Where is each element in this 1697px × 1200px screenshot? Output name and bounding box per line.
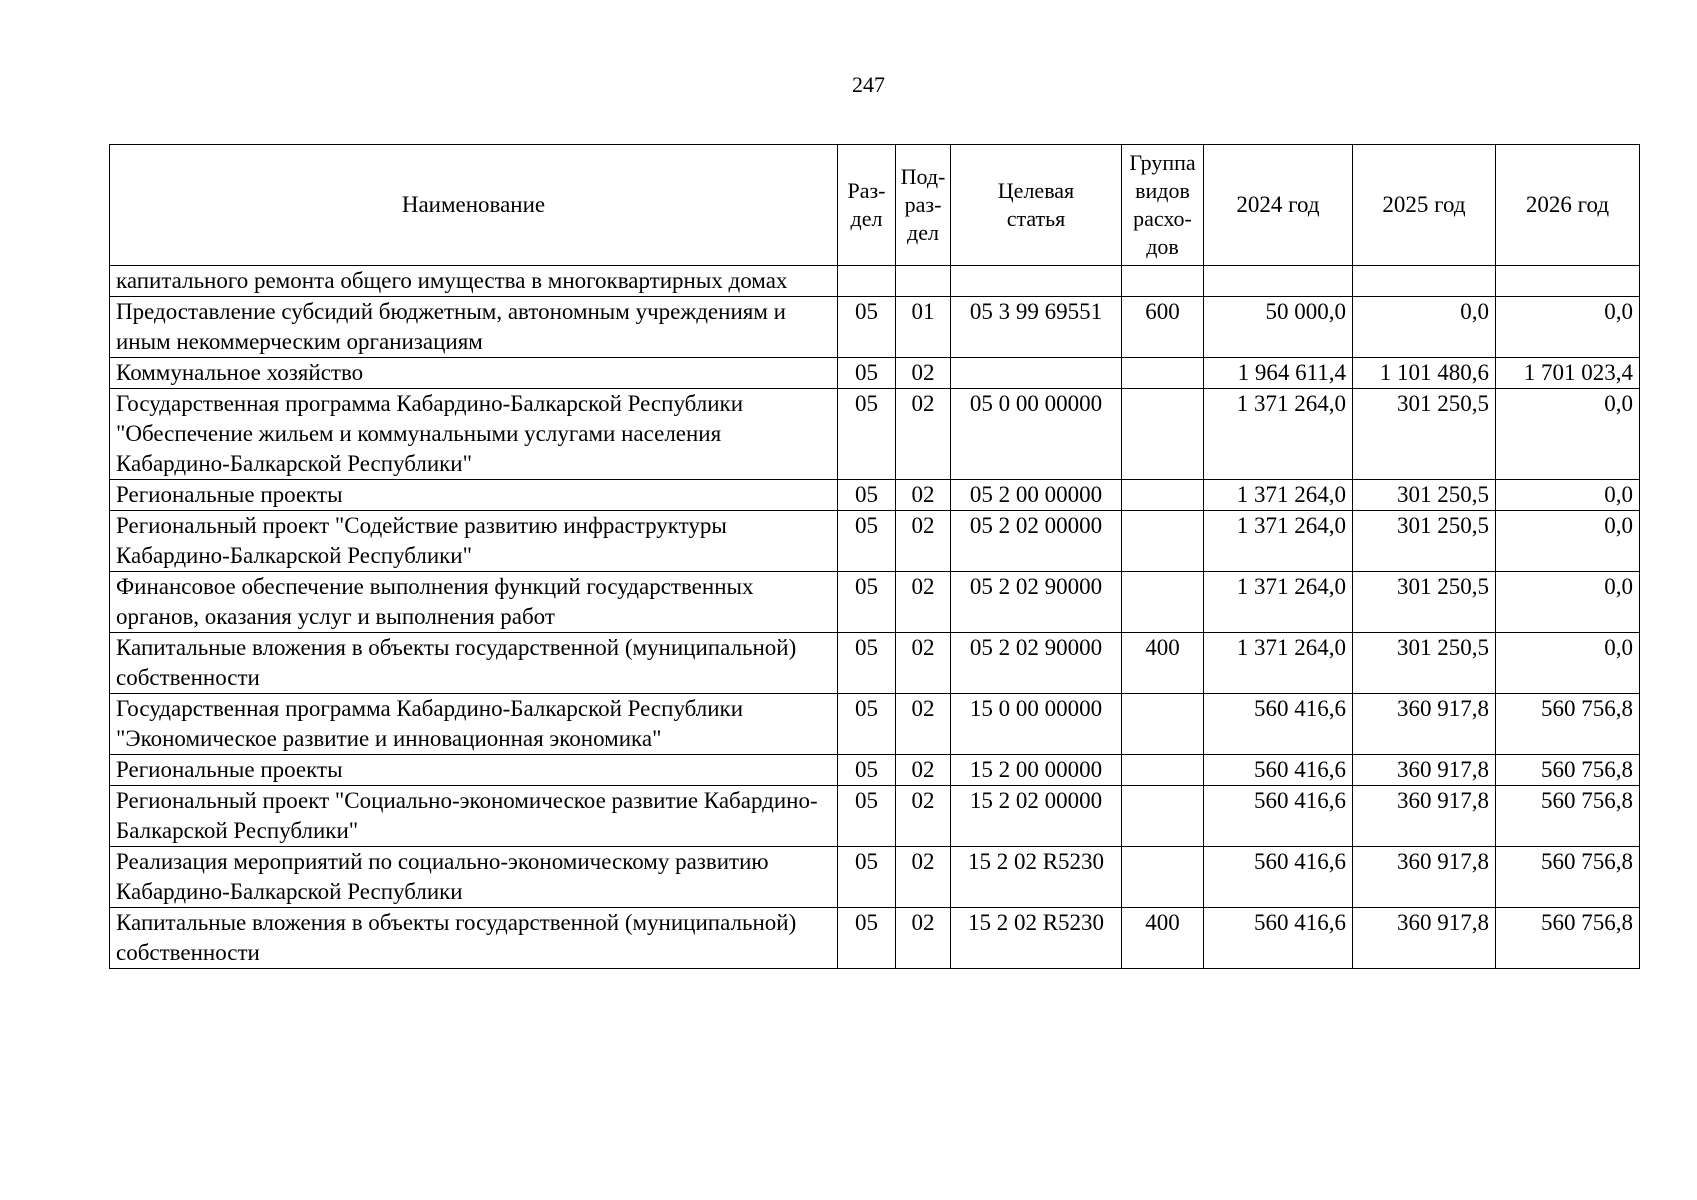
table-row (110, 358, 1640, 389)
cell-name: Финансовое обеспечение выполнения функций государственных органов, оказания услуг и выполнения работ (110, 572, 838, 633)
table-row (110, 633, 1640, 694)
cell-y2025: 360 917,8 (1353, 786, 1496, 847)
cell-y2024: 560 416,6 (1204, 694, 1353, 755)
cell-y2024: 560 416,6 (1204, 908, 1353, 969)
table-row (110, 694, 1640, 755)
header-2024: 2024 год (1204, 145, 1353, 266)
cell-y2025: 301 250,5 (1353, 480, 1496, 511)
cell-razdel: 05 (838, 755, 896, 786)
cell-y2026: 0,0 (1496, 633, 1640, 694)
cell-target (951, 358, 1122, 389)
cell-target (951, 266, 1122, 297)
cell-razdel: 05 (838, 908, 896, 969)
cell-podrazdel: 02 (896, 572, 951, 633)
cell-group: 400 (1122, 908, 1204, 969)
cell-group (1122, 755, 1204, 786)
cell-y2024: 1 371 264,0 (1204, 572, 1353, 633)
cell-name: Региональный проект "Содействие развитию инфраструктуры Кабардино-Балкарской Республики" (110, 511, 838, 572)
table-row (110, 480, 1640, 511)
cell-group: 400 (1122, 633, 1204, 694)
cell-y2026: 1 701 023,4 (1496, 358, 1640, 389)
cell-y2025: 301 250,5 (1353, 633, 1496, 694)
cell-y2026: 0,0 (1496, 511, 1640, 572)
cell-podrazdel: 02 (896, 847, 951, 908)
cell-name: Предоставление субсидий бюджетным, автономным учреждениям и иным некоммерческим организациям (110, 297, 838, 358)
cell-y2024: 560 416,6 (1204, 786, 1353, 847)
cell-group (1122, 511, 1204, 572)
cell-razdel: 05 (838, 633, 896, 694)
cell-target: 05 2 00 00000 (951, 480, 1122, 511)
cell-target: 15 2 02 R5230 (951, 847, 1122, 908)
cell-y2026: 0,0 (1496, 389, 1640, 480)
cell-podrazdel: 02 (896, 786, 951, 847)
cell-razdel: 05 (838, 358, 896, 389)
cell-razdel: 05 (838, 847, 896, 908)
cell-razdel (838, 266, 896, 297)
page-number: 247 (852, 72, 885, 97)
cell-target: 05 3 99 69551 (951, 297, 1122, 358)
cell-group: 600 (1122, 297, 1204, 358)
cell-name: капитального ремонта общего имущества в многоквартирных домах (110, 266, 838, 297)
cell-y2026 (1496, 266, 1640, 297)
table-header-row (110, 145, 1640, 266)
cell-y2024: 1 371 264,0 (1204, 389, 1353, 480)
header-group (1122, 145, 1204, 266)
table-row (110, 572, 1640, 633)
cell-y2025: 301 250,5 (1353, 511, 1496, 572)
cell-group (1122, 694, 1204, 755)
cell-name: Государственная программа Кабардино-Балкарской Республики "Обеспечение жильем и коммунальными услугами населения Кабардино-Балкарской Республики" (110, 389, 838, 480)
cell-razdel: 05 (838, 511, 896, 572)
table-row (110, 786, 1640, 847)
cell-y2025: 301 250,5 (1353, 389, 1496, 480)
cell-podrazdel: 02 (896, 358, 951, 389)
table-row (110, 266, 1640, 297)
cell-group (1122, 266, 1204, 297)
cell-razdel: 05 (838, 480, 896, 511)
cell-y2025: 360 917,8 (1353, 908, 1496, 969)
cell-podrazdel: 02 (896, 389, 951, 480)
cell-target: 05 2 02 90000 (951, 572, 1122, 633)
cell-group (1122, 358, 1204, 389)
table-row (110, 847, 1640, 908)
cell-y2025 (1353, 266, 1496, 297)
cell-target: 15 2 00 00000 (951, 755, 1122, 786)
cell-podrazdel: 02 (896, 694, 951, 755)
cell-y2024: 560 416,6 (1204, 755, 1353, 786)
cell-y2024: 1 371 264,0 (1204, 633, 1353, 694)
cell-y2025: 1 101 480,6 (1353, 358, 1496, 389)
cell-y2026: 0,0 (1496, 480, 1640, 511)
cell-name: Реализация мероприятий по социально-экономическому развитию Кабардино-Балкарской Республики (110, 847, 838, 908)
cell-y2025: 360 917,8 (1353, 694, 1496, 755)
cell-name: Государственная программа Кабардино-Балкарской Республики "Экономическое развитие и инновационная экономика" (110, 694, 838, 755)
header-podrazdel (896, 145, 951, 266)
cell-group (1122, 572, 1204, 633)
cell-y2024: 1 964 611,4 (1204, 358, 1353, 389)
table-row (110, 511, 1640, 572)
cell-y2025: 360 917,8 (1353, 755, 1496, 786)
cell-y2025: 360 917,8 (1353, 847, 1496, 908)
cell-y2026: 560 756,8 (1496, 908, 1640, 969)
header-podrazdel-text: Под- раз- дел (900, 164, 946, 245)
cell-name: Региональные проекты (110, 755, 838, 786)
budget-table (109, 144, 1640, 969)
header-target (951, 145, 1122, 266)
cell-y2026: 0,0 (1496, 297, 1640, 358)
cell-podrazdel: 02 (896, 755, 951, 786)
cell-podrazdel (896, 266, 951, 297)
cell-podrazdel: 01 (896, 297, 951, 358)
cell-podrazdel: 02 (896, 633, 951, 694)
cell-target: 05 2 02 90000 (951, 633, 1122, 694)
cell-podrazdel: 02 (896, 480, 951, 511)
table-row (110, 297, 1640, 358)
cell-razdel: 05 (838, 572, 896, 633)
cell-razdel: 05 (838, 694, 896, 755)
cell-group (1122, 786, 1204, 847)
cell-y2026: 560 756,8 (1496, 755, 1640, 786)
cell-target: 05 2 02 00000 (951, 511, 1122, 572)
table-row (110, 389, 1640, 480)
cell-name: Коммунальное хозяйство (110, 358, 838, 389)
cell-target: 05 0 00 00000 (951, 389, 1122, 480)
cell-y2025: 301 250,5 (1353, 572, 1496, 633)
cell-razdel: 05 (838, 389, 896, 480)
cell-razdel: 05 (838, 786, 896, 847)
cell-y2026: 560 756,8 (1496, 694, 1640, 755)
cell-target: 15 0 00 00000 (951, 694, 1122, 755)
cell-y2024: 560 416,6 (1204, 847, 1353, 908)
cell-group (1122, 480, 1204, 511)
header-2026: 2026 год (1496, 145, 1640, 266)
header-group-text: Группа видов расхо- дов (1129, 150, 1196, 259)
cell-name: Капитальные вложения в объекты государственной (муниципальной) собственности (110, 908, 838, 969)
header-name: Наименование (110, 145, 838, 266)
cell-name: Региональный проект "Социально-экономическое развитие Кабардино-Балкарской Республики" (110, 786, 838, 847)
cell-y2024: 1 371 264,0 (1204, 511, 1353, 572)
cell-razdel: 05 (838, 297, 896, 358)
cell-y2026: 560 756,8 (1496, 847, 1640, 908)
cell-y2024 (1204, 266, 1353, 297)
header-2025: 2025 год (1353, 145, 1496, 266)
cell-y2024: 1 371 264,0 (1204, 480, 1353, 511)
cell-y2025: 0,0 (1353, 297, 1496, 358)
cell-y2024: 50 000,0 (1204, 297, 1353, 358)
cell-podrazdel: 02 (896, 908, 951, 969)
cell-name: Капитальные вложения в объекты государственной (муниципальной) собственности (110, 633, 838, 694)
header-razdel-text: Раз- дел (847, 178, 886, 231)
cell-target: 15 2 02 00000 (951, 786, 1122, 847)
table-body (110, 266, 1640, 969)
table-row (110, 908, 1640, 969)
cell-group (1122, 847, 1204, 908)
header-razdel (838, 145, 896, 266)
table-row (110, 755, 1640, 786)
cell-target: 15 2 02 R5230 (951, 908, 1122, 969)
cell-group (1122, 389, 1204, 480)
cell-y2026: 0,0 (1496, 572, 1640, 633)
cell-y2026: 560 756,8 (1496, 786, 1640, 847)
cell-podrazdel: 02 (896, 511, 951, 572)
header-target-text: Целевая статья (997, 178, 1075, 231)
cell-name: Региональные проекты (110, 480, 838, 511)
